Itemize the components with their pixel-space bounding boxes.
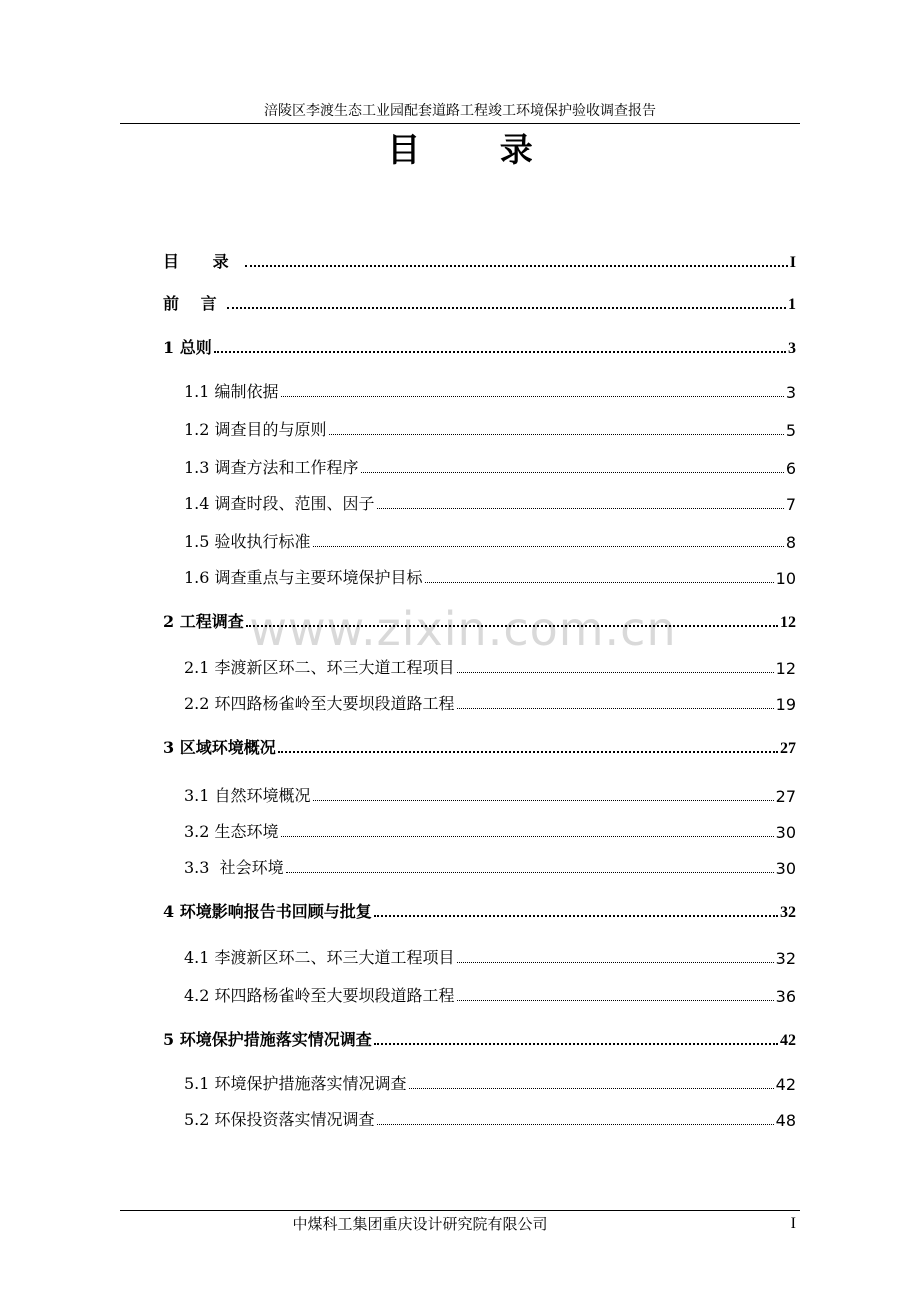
dot-leader (313, 546, 784, 547)
toc-entry-label: 1.2 调查目的与原则 (184, 420, 327, 439)
toc-entry-label: 1.3 调查方法和工作程序 (184, 458, 359, 477)
toc-entry-page: 1 (788, 296, 796, 313)
toc-entry-label: 1.1 编制依据 (184, 382, 279, 401)
dot-leader (457, 1000, 774, 1001)
toc-entry-page: 30 (775, 823, 796, 842)
toc-entry-label: 3.3 社会环境 (184, 858, 284, 877)
toc-entry[interactable] (163, 608, 796, 632)
toc-entry-page: 7 (785, 495, 796, 514)
page-title: 目 录 (387, 130, 567, 169)
toc-entry-page: 27 (775, 787, 796, 806)
dot-leader (246, 625, 778, 627)
dot-leader (457, 672, 774, 673)
footer-company: 中煤科工集团重庆设计研究院有限公司 (292, 1215, 548, 1233)
dot-leader (377, 508, 784, 509)
watermark: www.zixin.com.cn (249, 602, 677, 656)
toc-entry-page: 19 (775, 695, 796, 714)
dot-leader (361, 472, 784, 473)
toc-entry-page: 10 (775, 569, 796, 588)
dot-leader (214, 351, 786, 353)
toc-entry[interactable] (163, 898, 796, 922)
toc-entry-label: 2 工程调查 (163, 612, 244, 631)
dot-leader (245, 265, 788, 267)
toc-entry-page: 8 (785, 533, 796, 552)
toc-entry-label: 1.4 调查时段、范围、因子 (184, 494, 375, 513)
toc-entry-page: 42 (775, 1075, 796, 1094)
dot-leader (281, 396, 784, 397)
toc-entry-label: 2.2 环四路杨雀岭至大要坝段道路工程 (184, 694, 455, 713)
toc-entry-label: 3.1 自然环境概况 (184, 786, 311, 805)
toc-entry-label: 前 言 (163, 294, 225, 313)
toc-entry[interactable] (184, 564, 796, 588)
toc-entry-label: 3.2 生态环境 (184, 822, 279, 841)
footer-page-number: I (790, 1215, 796, 1232)
toc-entry-page: 48 (775, 1111, 796, 1130)
dot-leader (374, 1043, 778, 1045)
dot-leader (313, 800, 774, 801)
toc-entry-label: 1.5 验收执行标准 (184, 532, 311, 551)
toc-entry-label: 1.6 调查重点与主要环境保护目标 (184, 568, 423, 587)
toc-entry-page: 3 (788, 340, 796, 357)
toc-entry[interactable] (163, 290, 796, 314)
toc-entry-page: I (789, 254, 796, 271)
dot-leader (457, 708, 774, 709)
toc-entry-page: 12 (775, 659, 796, 678)
toc-entry[interactable] (163, 734, 796, 758)
toc-entry-label: 4.1 李渡新区环二、环三大道工程项目 (184, 948, 455, 967)
toc-entry[interactable] (184, 490, 796, 514)
toc-entry[interactable] (163, 334, 796, 358)
dot-leader (281, 836, 774, 837)
toc-entry-label: 2.1 李渡新区环二、环三大道工程项目 (184, 658, 455, 677)
toc-entry-page: 3 (785, 383, 796, 402)
toc-entry-page: 6 (785, 459, 796, 478)
dot-leader (329, 434, 784, 435)
toc-entry[interactable] (163, 248, 796, 272)
toc-entry-page: 30 (775, 859, 796, 878)
dot-leader (457, 962, 774, 963)
toc-entry-label: 1 总则 (163, 338, 212, 357)
toc-entry-page: 36 (775, 987, 796, 1006)
toc-entry[interactable] (184, 528, 796, 552)
toc-entry-page: 12 (780, 614, 796, 631)
toc-entry[interactable] (184, 654, 796, 678)
toc-entry[interactable] (184, 1070, 796, 1094)
toc-entry[interactable] (184, 818, 796, 842)
toc-entry-label: 目 录 (163, 252, 243, 271)
toc-entry-label: 4.2 环四路杨雀岭至大要坝段道路工程 (184, 986, 455, 1005)
dot-leader (374, 915, 778, 917)
toc-entry[interactable] (184, 944, 796, 968)
toc-entry-label: 5.2 环保投资落实情况调查 (184, 1110, 375, 1129)
toc-entry-page: 32 (780, 904, 796, 921)
toc-entry-page: 5 (785, 421, 796, 440)
header-divider (120, 123, 800, 124)
toc-entry[interactable] (184, 454, 796, 478)
toc-entry-label: 5.1 环境保护措施落实情况调查 (184, 1074, 407, 1093)
toc-entry[interactable] (184, 854, 796, 878)
toc-entry-label: 3 区域环境概况 (163, 738, 276, 757)
toc-entry[interactable] (184, 1106, 796, 1130)
toc-entry-page: 32 (775, 949, 796, 968)
toc-entry[interactable] (184, 982, 796, 1006)
toc-entry-label: 4 环境影响报告书回顾与批复 (163, 902, 372, 921)
toc-entry-label: 5 环境保护措施落实情况调查 (163, 1030, 372, 1049)
dot-leader (425, 582, 774, 583)
toc-entry[interactable] (163, 1026, 796, 1050)
toc-entry[interactable] (184, 378, 796, 402)
dot-leader (286, 872, 774, 873)
toc-entry[interactable] (184, 690, 796, 714)
toc-entry-page: 27 (780, 740, 796, 757)
dot-leader (409, 1088, 774, 1089)
dot-leader (278, 751, 778, 753)
footer-divider (120, 1210, 800, 1211)
toc-entry[interactable] (184, 782, 796, 806)
toc-entry[interactable] (184, 416, 796, 440)
dot-leader (227, 307, 786, 309)
dot-leader (377, 1124, 774, 1125)
toc-entry-page: 42 (780, 1032, 796, 1049)
running-header: 涪陵区李渡生态工业园配套道路工程竣工环境保护验收调查报告 (264, 103, 656, 119)
